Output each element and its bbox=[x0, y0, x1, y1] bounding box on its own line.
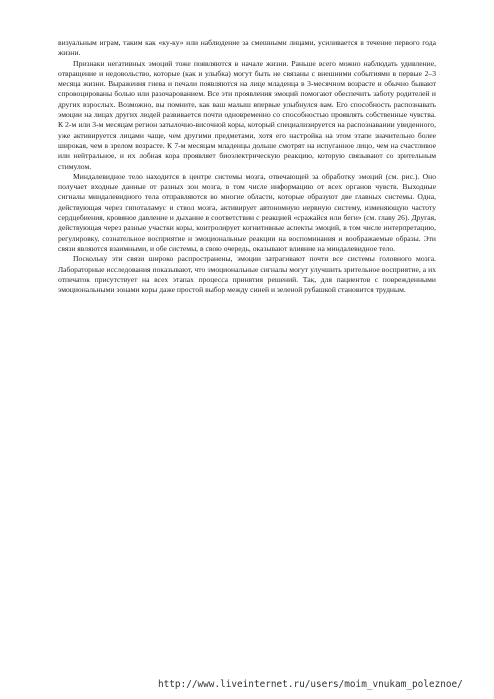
document-page bbox=[58, 38, 436, 295]
paragraph-3: Миндалевидное тело находится в центре системы мозга, отвечающей за обработку эмоций (см. рис.). Оно получает входные данные от разных зон мозга, в том числе информацию от всех органов чувств. Выходные сигналы миндалевидного тела отправляются во многие области, которые образуют две главных системы. Одна, действующая через гипоталамус и ствол мозга, активирует автономную нервную систему, изменяющую частоту сердцебиения, кровяное давление и дыхание в соответствии с реакцией «сражайся или беги» (см. главу 26). Другая, действующая через разные участки коры, контролирует когнитивные аспекты эмоций, в том числе интерпретацию, регулировку, сознательное восприятие и эмоциональные реакции на воспоминания и воображаемые образы. Эти связи являются взаимными, и обе системы, в свою очередь, оказывают влияние на миндалевидное тело. bbox=[58, 171, 436, 253]
paragraph-1: визуальным играм, таким как «ку-ку» или наблюдение за смешными лицами, усиливается в течение первого года жизни. bbox=[58, 38, 436, 58]
paragraph-2: Признаки негативных эмоций тоже появляются в начале жизни. Раньше всего можно наблюдать удивление, отвращение и недовольство, которые (как и улыбка) могут быть не связаны с внешними событиями в первые 2–3 месяца жизни. Выражения гнева и печали появляются на лице младенца в 3-месячном возрасте и обычно бывают спровоцированы болью или разочарованием. Все эти проявления эмоций помогают обеспечить заботу родителей и других взрослых. Возможно, вы помните, как ваш малыш впервые улыбнулся вам. Его способность распознавать эмоции на лицах других людей развивается почти одновременно со способностью проявлять собственные чувства. К 2-м или 3-м месяцам регион затылочно-височной коры, который специализируется на распознавании увиденного, уже активируется лицами чаще, чем другими предметами, хотя его настройка на этом этапе значительно более широкая, чем в зрелом возрасте. К 7-м месяцам младенцы дольше смотрят на испуганное лицо, чем на счастливое или нейтральное, и их лобная кора проявляет биоэлектрическую реакцию, которую связывают со зрительным стимулом. bbox=[58, 58, 436, 171]
source-url-watermark: http://www.liveinternet.ru/users/moim_vnukam_poleznoe/ bbox=[158, 679, 463, 690]
paragraph-4: Поскольку эти связи широко распространены, эмоции затрагивают почти все системы головного мозга. Лабораторные исследования показывают, что эмоциональные сигналы могут улучшить зрительное восприятие, а их отпечаток присутствует на всех этапах процесса принятия решений. Так, для пациентов с поврежденными эмоциональными зонами коры даже простой выбор между синей и зеленой рубашкой становится трудным. bbox=[58, 254, 436, 295]
